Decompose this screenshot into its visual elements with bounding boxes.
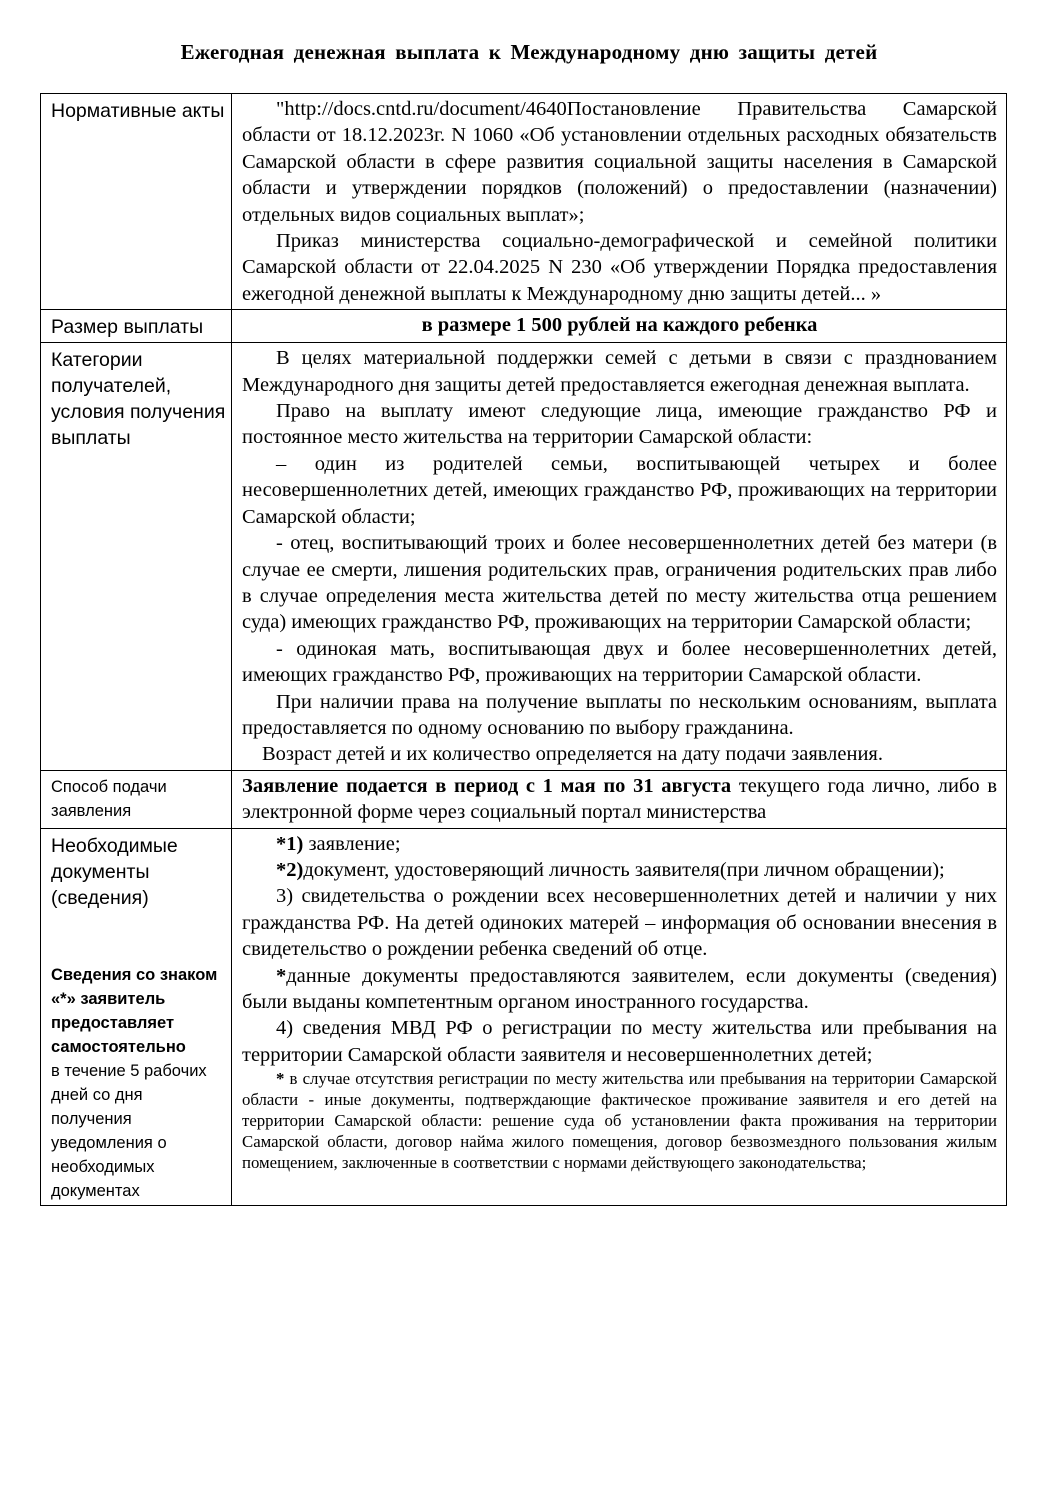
doc-text: заявление;: [303, 832, 401, 855]
doc-mark: *: [276, 1069, 285, 1089]
row-label-method: Способ подачи заявления: [41, 770, 232, 828]
row-content-method: [232, 770, 1007, 828]
doc-text: в случае отсутствия регистрации по месту жительства или пребывания на территории Самарской области - иные документы, подтверждающие фактическое проживание заявителя и его детей на территории Самарской области: решение суда об установлении факта проживания на территории Самарской области, договор найма жилого помещения, договор безвозмездного пользования жилым помещением, заключенные в соответствии с нормами действующего законодательства;: [242, 1069, 997, 1173]
docs-note-bold: Сведения со знаком «*» заявитель предоставляет самостоятельно: [51, 965, 218, 1056]
doc-mark: *: [276, 964, 287, 987]
categories-paragraph: При наличии права на получение выплаты по нескольким основаниям, выплата предоставляется по одному основанию по выбору гражданина.: [242, 690, 997, 739]
doc-text: данные документы предоставляются заявителем, если документы (сведения) были выданы компетентным органом иностранного государства.: [242, 964, 997, 1013]
method-rest: текущего года лично, либо в электронной форме через социальный портал министерства: [242, 774, 997, 824]
row-content-categories: [232, 343, 1007, 771]
method-text: [242, 773, 997, 826]
info-table: [40, 93, 1007, 1206]
row-label-docs: [41, 828, 232, 1205]
doc-item-3: 3) свидетельства о рождении всех несовершеннолетних детей и наличии у них гражданства РФ. На детей одиноких матерей – информация об основании внесения в свидетельство о рождении ребенка сведений об отце.: [242, 885, 997, 961]
categories-paragraph: Право на выплату имеют следующие лица, имеющие гражданство РФ и постоянное место жительства на территории Самарской области:: [242, 400, 997, 449]
acts-paragraph: "http://docs.cntd.ru/document/4640Постановление Правительства Самарской области от 18.12.2023г. N 1060 «Об установлении отдельных расходных обязательств Самарской области в сфере развития социальной защиты населения в Самарской области и утверждении порядков (положений) о предоставлении (назначении) отдельных видов социальных выплат»;: [242, 98, 997, 226]
doc-mark: *2): [276, 858, 304, 881]
table-row-amount: [41, 310, 1007, 343]
doc-text: документ, удостоверяющий личность заявителя(при личном обращении);: [303, 858, 945, 881]
table-row-method: [41, 770, 1007, 828]
amount-text: в размере 1 500 рублей на каждого ребенка: [421, 314, 818, 337]
docs-note-text: в течение 5 рабочих дней со дня получения уведомления о необходимых документах: [51, 1061, 207, 1200]
row-content-acts: [232, 94, 1007, 310]
doc-item-2: [242, 857, 997, 883]
row-content-docs: [232, 828, 1007, 1205]
doc-item-4-note: [242, 1068, 997, 1173]
page-title: Ежегодная денежная выплата к Международному дню защиты детей: [180, 40, 878, 64]
categories-paragraph: Возраст детей и их количество определяется на дату подачи заявления.: [262, 743, 883, 766]
docs-label: Необходимые документы (сведения): [51, 834, 178, 909]
acts-paragraph: Приказ министерства социально-демографической и семейной политики Самарской области от 22.04.2025 N 230 «Об утверждении Порядка предоставления ежегодной денежной выплаты к Международному дню защиты детей... »: [242, 230, 997, 305]
doc-item-3-note: [242, 963, 997, 1016]
spacer: [51, 911, 227, 963]
doc-mark: *1): [276, 832, 304, 855]
categories-paragraph: - отец, воспитывающий троих и более несовершеннолетних детей без матери (в случае ее смерти, лишения родительских прав, ограничения родительских прав либо в случае определения места жительства детей по месту жительства отца решением суда) имеющих гражданство РФ, проживающих на территории Самарской области;: [242, 532, 997, 634]
row-label-amount: Размер выплаты: [41, 310, 232, 343]
doc-item-1: [242, 831, 997, 857]
row-label-categories: Категории получателей, условия получения выплаты: [41, 343, 232, 771]
row-content-amount: [232, 310, 1007, 343]
doc-item-4: 4) сведения МВД РФ о регистрации по месту жительства или пребывания на территории Самарской области заявителя и несовершеннолетних детей;: [242, 1017, 997, 1066]
categories-paragraph: В целях материальной поддержки семей с детьми в связи с празднованием Международного дня защиты детей предоставляется ежегодная денежная выплата.: [242, 347, 997, 396]
table-row-categories: [41, 343, 1007, 771]
table-row-acts: [41, 94, 1007, 310]
method-bold: Заявление подается в период с 1 мая по 31 августа: [242, 774, 732, 797]
categories-paragraph: - одинокая мать, воспитывающая двух и более несовершеннолетних детей, имеющих гражданство РФ, проживающих на территории Самарской области.: [242, 637, 997, 687]
table-row-docs: [41, 828, 1007, 1205]
categories-paragraph: – один из родителей семьи, воспитывающей четырех и более несовершеннолетних детей, имеющих гражданство РФ, проживающих на территории Самарской области;: [242, 452, 997, 528]
row-label-acts: Нормативные акты: [41, 94, 232, 310]
